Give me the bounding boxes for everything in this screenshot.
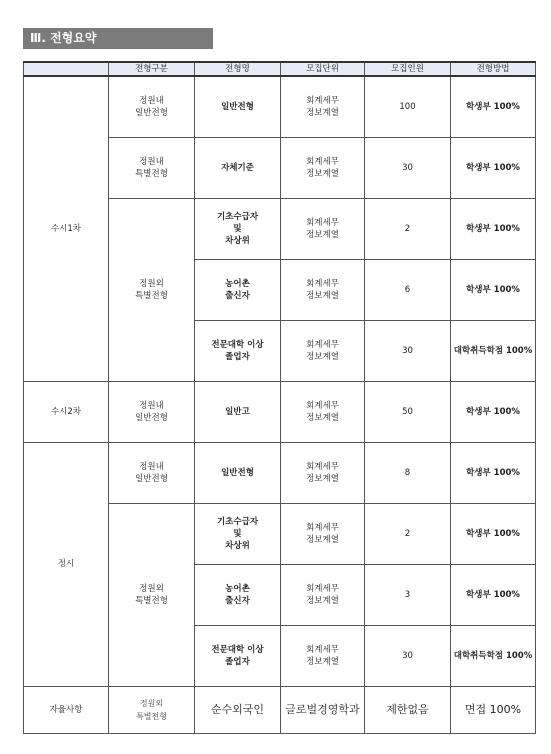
group-cell: 정원내 특별전형 xyxy=(109,137,195,198)
name-cell: 일반전형 xyxy=(195,76,281,137)
group-cell: 정원외 특별전형 xyxy=(109,503,195,686)
method-cell: 학생부 100% xyxy=(451,381,536,442)
method-cell: 학생부 100% xyxy=(451,564,536,625)
method-cell: 학생부 100% xyxy=(451,137,536,198)
unit-cell: 회계세무 정보계열 xyxy=(281,381,365,442)
table-row xyxy=(24,76,536,137)
unit-cell: 회계세무 정보계열 xyxy=(281,76,365,137)
name-cell: 전문대학 이상 졸업자 xyxy=(195,320,281,381)
name-cell: 농어촌 출신자 xyxy=(195,564,281,625)
group-cell: 정원외 특별전형 xyxy=(109,686,195,733)
name-cell: 기초수급자 및 차상위 xyxy=(195,503,281,564)
method-cell: 학생부 100% xyxy=(451,503,536,564)
count-cell: 30 xyxy=(365,137,451,198)
method-cell: 대학취득학점 100% xyxy=(451,625,536,686)
count-cell: 제한없음 xyxy=(365,686,451,733)
method-cell: 대학취득학점 100% xyxy=(451,320,536,381)
count-cell: 50 xyxy=(365,381,451,442)
group-cell: 정원내 일반전형 xyxy=(109,442,195,503)
count-cell: 100 xyxy=(365,76,451,137)
unit-cell: 회계세무 정보계열 xyxy=(281,503,365,564)
unit-cell: 회계세무 정보계열 xyxy=(281,320,365,381)
header-cell: 전형명 xyxy=(195,62,281,76)
name-cell: 일반고 xyxy=(195,381,281,442)
count-cell: 8 xyxy=(365,442,451,503)
table-row xyxy=(24,381,536,442)
method-cell: 학생부 100% xyxy=(451,442,536,503)
category-cell: 자율사항 xyxy=(24,686,109,733)
category-cell: 수시2차 xyxy=(24,381,109,442)
count-cell: 2 xyxy=(365,503,451,564)
count-cell: 6 xyxy=(365,259,451,320)
unit-cell: 회계세무 정보계열 xyxy=(281,198,365,259)
unit-cell: 회계세무 정보계열 xyxy=(281,564,365,625)
unit-cell: 회계세무 정보계열 xyxy=(281,442,365,503)
header-cell: 전형구분 xyxy=(109,62,195,76)
table-header-row xyxy=(24,62,536,76)
count-cell: 2 xyxy=(365,198,451,259)
header-cell: 모집인원 xyxy=(365,62,451,76)
header-cell xyxy=(24,62,109,76)
header-cell: 모집단위 xyxy=(281,62,365,76)
method-cell: 면접 100% xyxy=(451,686,536,733)
count-cell: 3 xyxy=(365,564,451,625)
method-cell: 학생부 100% xyxy=(451,76,536,137)
category-cell: 정시 xyxy=(24,442,109,686)
unit-cell: 회계세무 정보계열 xyxy=(281,625,365,686)
name-cell: 기초수급자 및 차상위 xyxy=(195,198,281,259)
name-cell: 일반전형 xyxy=(195,442,281,503)
group-cell: 정원내 일반전형 xyxy=(109,76,195,137)
section-title: Ⅲ. 전형요약 xyxy=(23,28,213,49)
name-cell: 자체기준 xyxy=(195,137,281,198)
name-cell: 전문대학 이상 졸업자 xyxy=(195,625,281,686)
category-cell: 수시1차 xyxy=(24,76,109,381)
table-row xyxy=(24,442,536,503)
header-cell: 전형방법 xyxy=(451,62,536,76)
name-cell: 농어촌 출신자 xyxy=(195,259,281,320)
unit-cell: 회계세무 정보계열 xyxy=(281,259,365,320)
count-cell: 30 xyxy=(365,625,451,686)
name-cell: 순수외국인 xyxy=(195,686,281,733)
method-cell: 학생부 100% xyxy=(451,259,536,320)
table-row xyxy=(24,686,536,733)
group-cell: 정원외 특별전형 xyxy=(109,198,195,381)
unit-cell: 글로벌경영학과 xyxy=(281,686,365,733)
group-cell: 정원내 일반전형 xyxy=(109,381,195,442)
count-cell: 30 xyxy=(365,320,451,381)
unit-cell: 회계세무 정보계열 xyxy=(281,137,365,198)
admission-summary-table xyxy=(23,61,536,734)
method-cell: 학생부 100% xyxy=(451,198,536,259)
